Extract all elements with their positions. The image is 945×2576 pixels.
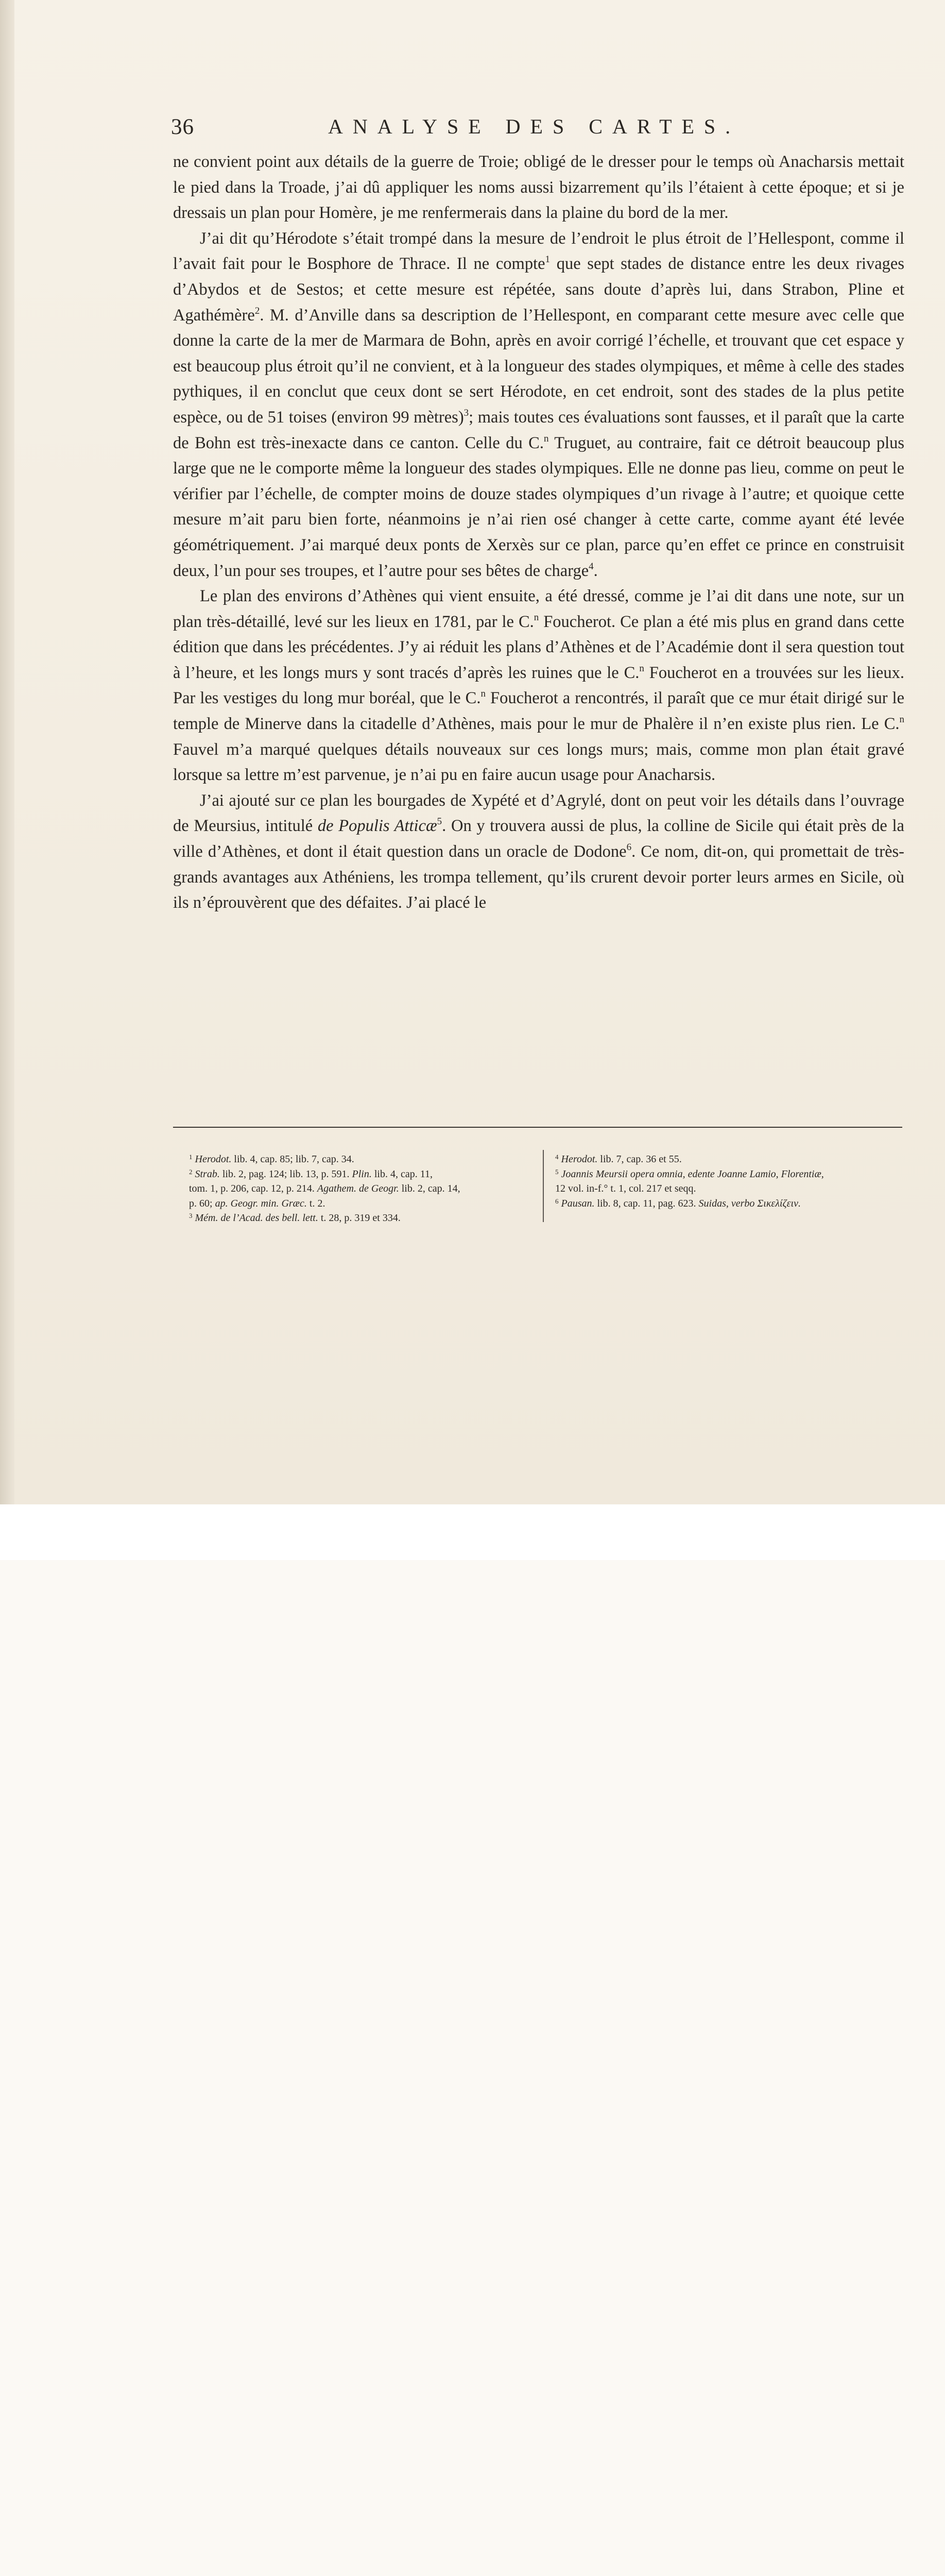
text-run: Foucherot a rencontrés, il paraît que ce mur était dirigé sur le temple de Minerve dans la citadelle d’Athènes, mais pour le mur de Phalère il n’en existe plus rien. Le C. <box>173 689 904 734</box>
footnote-marker: 4 <box>589 561 594 572</box>
italic-text: ap. Geogr. min. Græc. <box>215 1197 307 1209</box>
text-run: ; mais toutes ces évaluations sont fausses, et il paraît que la carte de Bohn est très-inexacte dans ce canton. Celle du C. <box>173 408 904 452</box>
footnote-rule <box>173 1127 902 1128</box>
italic-text: Joannis Meursii opera omnia, edente Joanne Lamio, Florentiæ, <box>558 1168 824 1180</box>
page-header <box>171 114 905 145</box>
footnote-line <box>189 1152 529 1167</box>
text-run: tom. 1, p. 206, cap. 12, p. 214. <box>189 1183 317 1195</box>
text-run: lib. 4, cap. 11, <box>371 1168 433 1180</box>
text-run: lib. 8, cap. 11, pag. 623. <box>594 1197 699 1209</box>
footnote-line <box>189 1167 529 1182</box>
footnote-marker: n <box>899 714 904 725</box>
text-run: Foucherot en a trouvées sur les lieux. Par les vestiges du long mur boréal, que le C. <box>173 663 904 708</box>
footnote-line <box>555 1152 905 1167</box>
footnote-marker: 3 <box>463 407 469 418</box>
text-run: Foucherot. Ce plan a été mis plus en grand dans cette édition que dans les précédentes. J’y ai réduit les plans d’Athènes et de l’Académie dont il sera question tout à l’heure, et les longs murs y sont tracés d’après les ruines que le C. <box>173 612 904 682</box>
text-run: t. 28, p. 319 et 334. <box>318 1212 401 1224</box>
italic-text: Mém. de l’Acad. des bell. lett. <box>192 1212 318 1224</box>
text-run: lib. 2, pag. 124; lib. 13, p. 591. <box>219 1168 352 1180</box>
text-run: p. 60; <box>189 1197 215 1209</box>
footnote-line <box>555 1181 905 1196</box>
text-run: Le plan des environs d’Athènes qui vient ensuite, a été dressé, comme je l’ai dit dans une note, sur un plan très-détaillé, levé sur les lieux en 1781, par le C. <box>173 587 904 631</box>
text-run: . On y trouvera aussi de plus, la colline de Sicile qui était près de la ville d’Athènes, et dont il était question dans un oracle de Dodone <box>173 817 904 861</box>
italic-text: Suidas, verbo Σικελίζειν. <box>698 1197 801 1209</box>
viewer-footer <box>0 1504 945 1560</box>
footnote-marker: n <box>480 688 486 700</box>
footnote-line <box>555 1196 905 1211</box>
footnote-marker: 2 <box>189 1167 193 1176</box>
italic-text: Herodot. <box>192 1154 232 1165</box>
text-run: lib. 7, cap. 36 et 55. <box>597 1154 682 1165</box>
footnote-line <box>189 1211 529 1226</box>
footnote-line <box>555 1167 905 1182</box>
page-number: 36 <box>171 115 194 139</box>
text-run: lib. 4, cap. 85; lib. 7, cap. 34. <box>231 1154 354 1165</box>
paragraph <box>173 584 904 788</box>
italic-text: Herodot. <box>558 1154 598 1165</box>
text-run: . M. d’Anville dans sa description de l’Hellespont, en comparant cette mesure avec celle que donne la carte de la mer de Marmara de Bohn, après en avoir corrigé l’échelle, et trouvant que cet espace y est beaucoup plus étroit qu’il ne convient, et à la longueur des stades olympiques, et même à celle des stades pythiques, il en conclut que ceux dont se sert Hérodote, en cet endroit, sont des stades de la plus petite espèce, ou de 51 toises (environ 99 mètres) <box>173 306 904 427</box>
footnote-column-separator <box>543 1150 544 1222</box>
text-run: . <box>593 561 598 580</box>
italic-text: de Populis Atticæ <box>317 817 437 836</box>
footnote-marker: 4 <box>555 1153 559 1161</box>
text-run: lib. 2, cap. 14, <box>399 1183 460 1195</box>
text-run: t. 2. <box>306 1197 325 1209</box>
footnote-marker: 5 <box>437 816 442 827</box>
text-run: J’ai ajouté sur ce plan les bourgades de Xypété et d’Agrylé, dont on peut voir les détails dans l’ouvrage de Meursius, intitulé <box>173 791 904 836</box>
italic-text: Plin. <box>352 1168 372 1180</box>
text-run: que sept stades de distance entre les deux rivages d’Abydos et de Sestos; et cette mesure est répétée, sans doute d’après lui, dans Strabon, Pline et Agathémère <box>173 255 904 325</box>
footnote-marker: 6 <box>626 842 632 853</box>
footnote-marker: 5 <box>555 1167 559 1176</box>
footnote-marker: 1 <box>545 254 551 265</box>
text-run: Fauvel m’a marqué quelques détails nouveaux sur ces longs murs; mais, comme mon plan était gravé lorsque sa lettre m’est parvenue, je n’ai pu en faire aucun usage pour Anacharsis. <box>173 740 904 785</box>
footnote-marker: n <box>534 612 539 623</box>
text-run: ne convient point aux détails de la guerre de Troie; obligé de le dresser pour le temps où Anacharsis mettait le pied dans la Troade, j’ai dû appliquer les noms aussi bizarrement qu’ils l’étaient à cette époque; et si je dressais un plan pour Homère, je me renfermerais dans la plaine du bord de la mer. <box>173 152 904 223</box>
italic-text: Pausan. <box>558 1197 595 1209</box>
footnotes-left-column <box>189 1152 529 1226</box>
running-title: ANALYSE DES CARTES. <box>328 115 741 138</box>
text-run: J’ai dit qu’Hérodote s’était trompé dans la mesure de l’endroit le plus étroit de l’Hellespont, comme il l’avait fait pour le Bosphore de Thrace. Il ne compte <box>173 229 904 274</box>
text-run: Truguet, au contraire, fait ce détroit beaucoup plus large que ne le comporte même la longueur des stades olympiques. Elle ne donne pas lieu, comme on peut le vérifier par l’échelle, de compter moins de douze stades olympiques d’un rivage à l’autre; et quoique cette mesure m’ait paru bien forte, néanmoins je n’ai rien osé changer à cette carte, comme ayant été levée géométriquement. J’ai marqué deux ponts de Xerxès sur ce plan, parce qu’en effet ce prince en construisit deux, l’un pour ses troupes, et l’autre pour ses bêtes de charge <box>173 433 904 580</box>
footnote-marker: n <box>543 433 549 444</box>
footnote-marker: 1 <box>189 1153 193 1161</box>
paragraph <box>173 149 904 226</box>
footnote-marker: n <box>639 663 644 674</box>
footnote-line <box>189 1181 529 1196</box>
footnote-line <box>189 1196 529 1211</box>
page-spine-shadow <box>0 0 14 1504</box>
italic-text: Strab. <box>192 1168 220 1180</box>
paragraph <box>173 788 904 916</box>
footnote-marker: 3 <box>189 1212 193 1220</box>
body-text <box>173 149 904 916</box>
italic-text: Agathem. de Geogr. <box>317 1183 399 1195</box>
footnote-marker: 2 <box>254 305 260 316</box>
text-run: . Ce nom, dit-on, qui promettait de très-grands avantages aux Athéniens, les trompa tellement, qu’ils crurent devoir porter leurs armes en Sicile, où ils n’éprouvèrent que des défaites. J’ai placé le <box>173 842 905 912</box>
footnote-marker: 6 <box>555 1197 559 1205</box>
paragraph <box>173 226 904 584</box>
text-run: 12 vol. in-f.° t. 1, col. 217 et seqq. <box>555 1183 696 1195</box>
footnotes-right-column <box>555 1152 905 1211</box>
